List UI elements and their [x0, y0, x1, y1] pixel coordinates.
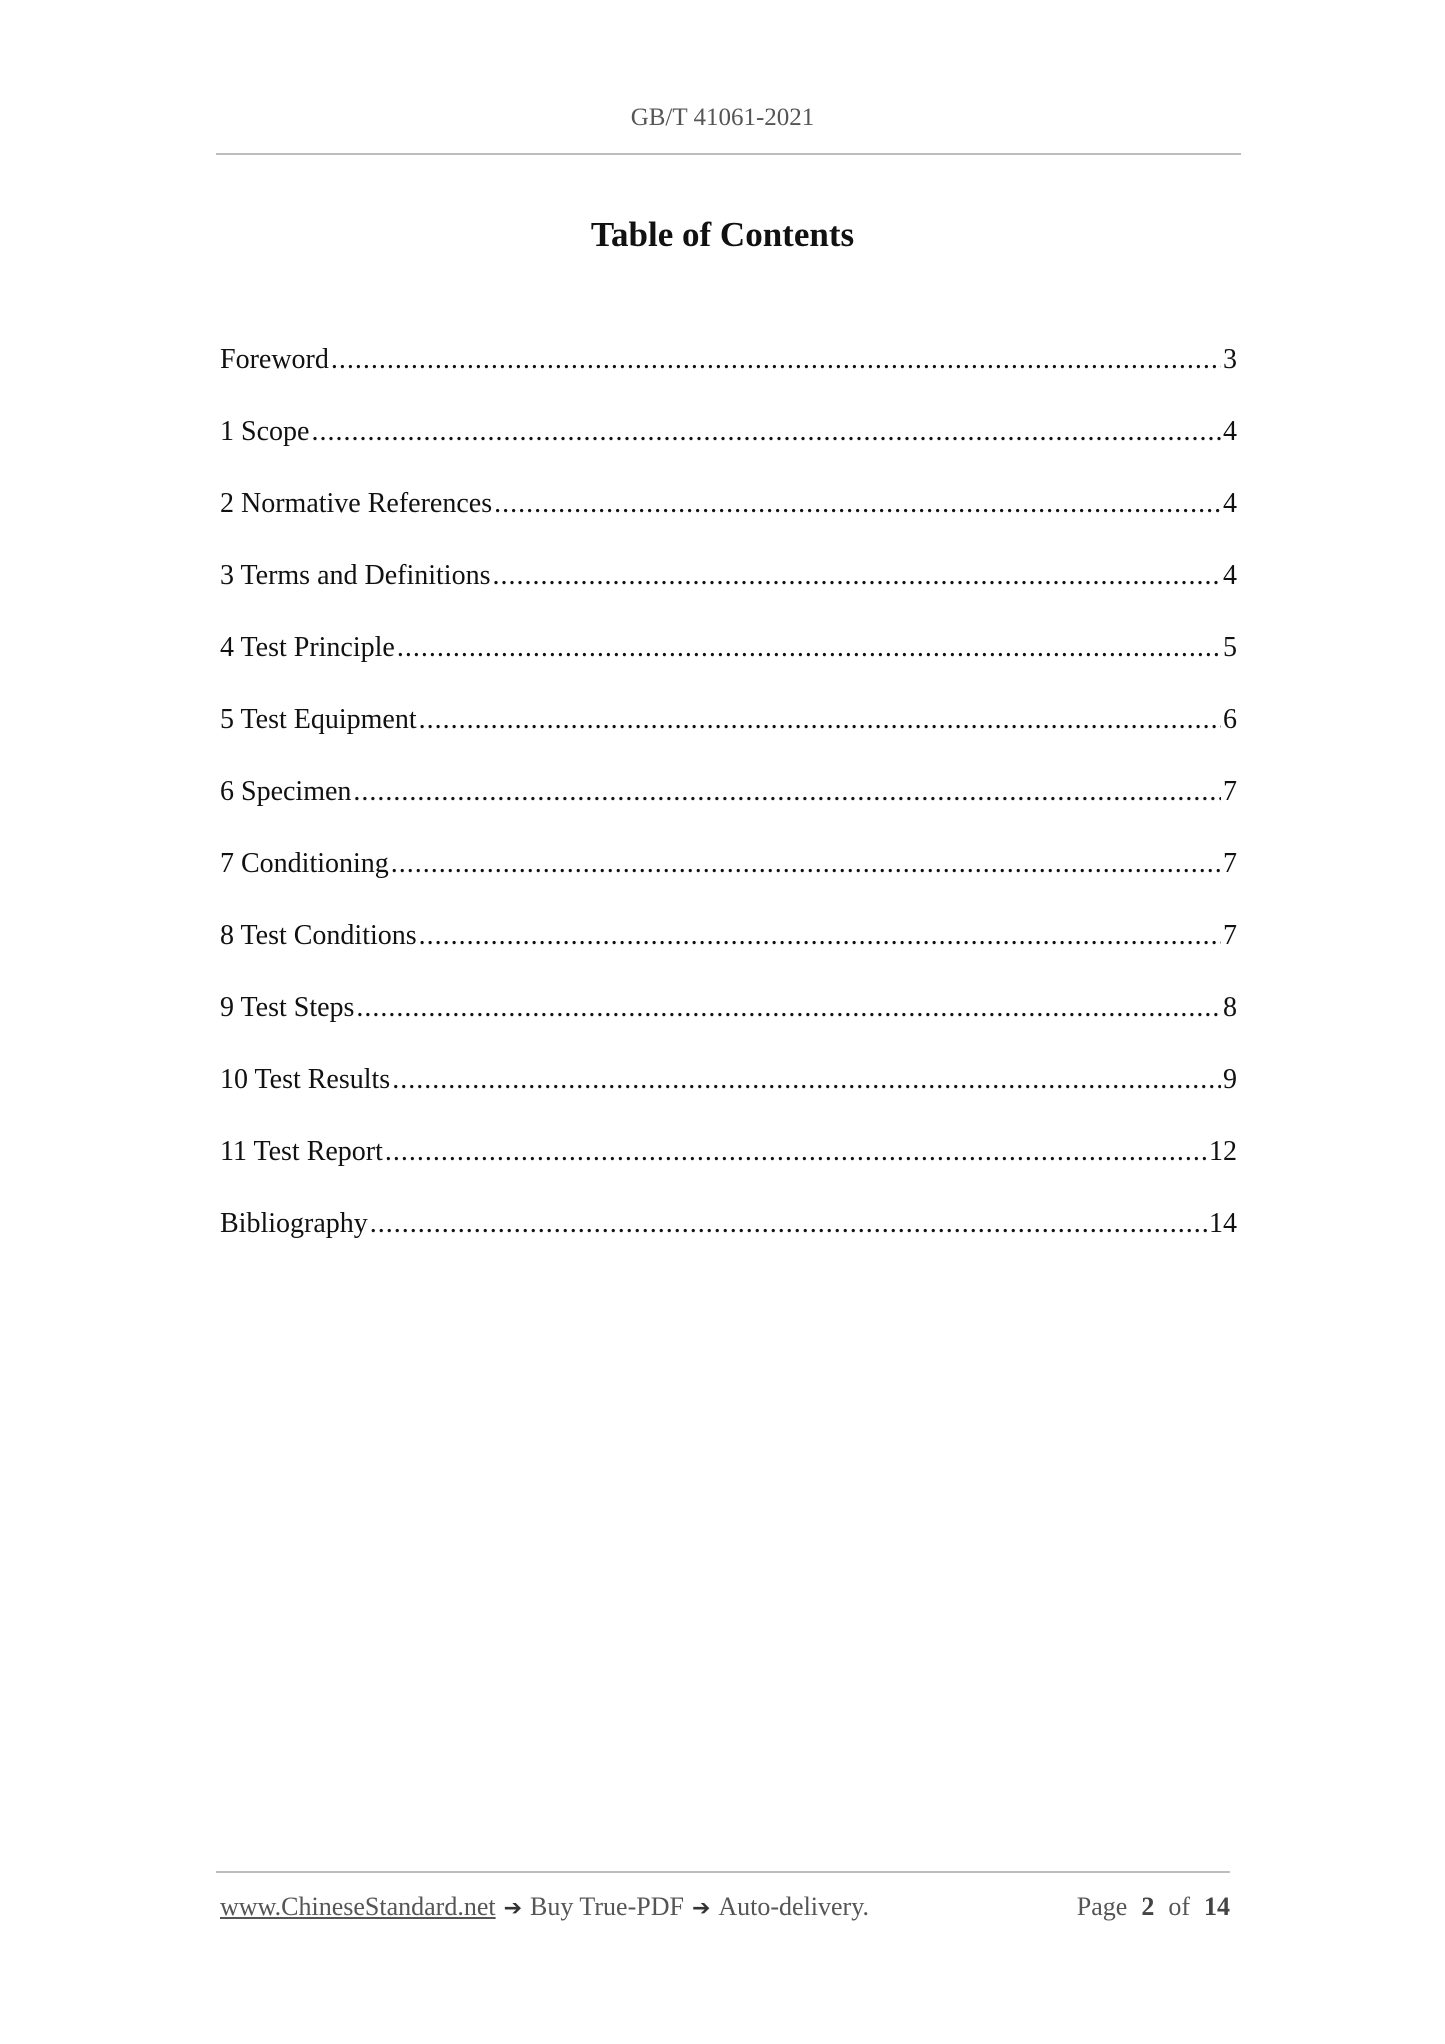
- page-counter: [1077, 1892, 1230, 1922]
- website-link[interactable]: www.ChineseStandard.net: [220, 1892, 496, 1921]
- toc-entry-normative-references[interactable]: [220, 484, 1237, 556]
- dot-leader: [492, 556, 1221, 596]
- toc-entry-label: Bibliography: [220, 1208, 368, 1239]
- toc-entry-terms-and-definitions[interactable]: [220, 556, 1237, 628]
- toc-entry-label: 4 Test Principle: [220, 632, 395, 663]
- toc-entry-foreword[interactable]: [220, 340, 1237, 412]
- toc-entry-page: 12: [1209, 1136, 1237, 1167]
- dot-leader: [311, 412, 1221, 452]
- toc-entry-page: 7: [1223, 920, 1237, 951]
- toc-entry-page: 9: [1223, 1064, 1237, 1095]
- page-label: Page: [1076, 1892, 1128, 1921]
- toc-entry-test-conditions[interactable]: [220, 916, 1237, 988]
- of-label: of: [1168, 1892, 1190, 1921]
- toc-entry-page: 4: [1223, 488, 1237, 519]
- table-of-contents: [220, 340, 1237, 1276]
- toc-entry-scope[interactable]: [220, 412, 1237, 484]
- toc-entry-page: 5: [1223, 632, 1237, 663]
- toc-entry-page: 7: [1223, 776, 1237, 807]
- toc-entry-page: 4: [1223, 416, 1237, 447]
- dot-leader: [494, 484, 1221, 524]
- buy-true-pdf-text: Buy True-PDF: [530, 1892, 684, 1921]
- toc-entry-label: Foreword: [220, 344, 329, 375]
- toc-entry-specimen[interactable]: [220, 772, 1237, 844]
- toc-entry-page: 6: [1223, 704, 1237, 735]
- dot-leader: [370, 1204, 1207, 1244]
- toc-entry-test-steps[interactable]: [220, 988, 1237, 1060]
- toc-entry-label: 11 Test Report: [220, 1136, 383, 1167]
- toc-entry-label: 9 Test Steps: [220, 992, 355, 1023]
- toc-entry-test-equipment[interactable]: [220, 700, 1237, 772]
- dot-leader: [331, 340, 1221, 380]
- toc-entry-page: 8: [1223, 992, 1237, 1023]
- dot-leader: [353, 772, 1221, 812]
- dot-leader: [356, 988, 1221, 1028]
- toc-entry-test-report[interactable]: [220, 1132, 1237, 1204]
- page-title: Table of Contents: [590, 215, 855, 254]
- toc-entry-label: 1 Scope: [220, 416, 310, 447]
- auto-delivery-text: Auto-delivery.: [718, 1892, 870, 1921]
- dot-leader: [392, 1060, 1221, 1100]
- toc-entry-conditioning[interactable]: [220, 844, 1237, 916]
- header-divider: [216, 153, 1241, 155]
- toc-entry-label: 5 Test Equipment: [220, 704, 417, 735]
- toc-entry-label: 3 Terms and Definitions: [220, 560, 491, 591]
- toc-entry-page: 14: [1209, 1208, 1237, 1239]
- footer-divider: [216, 1871, 1230, 1873]
- toc-entry-page: 4: [1223, 560, 1237, 591]
- dot-leader: [419, 700, 1221, 740]
- page-footer: [220, 1892, 1230, 1922]
- document-code: GB/T 41061-2021: [630, 104, 815, 131]
- toc-entry-bibliography[interactable]: [220, 1204, 1237, 1276]
- right-arrow-icon: ➔: [503, 1896, 523, 1921]
- toc-entry-page: 3: [1223, 344, 1237, 375]
- right-arrow-icon: ➔: [691, 1896, 711, 1921]
- toc-entry-test-principle[interactable]: [220, 628, 1237, 700]
- toc-entry-page: 7: [1223, 848, 1237, 879]
- toc-entry-label: 6 Specimen: [220, 776, 352, 807]
- dot-leader: [391, 844, 1221, 884]
- current-page-number: 2: [1141, 1892, 1155, 1921]
- dot-leader: [419, 916, 1221, 956]
- total-page-count: 14: [1204, 1892, 1230, 1921]
- toc-entry-label: 2 Normative References: [220, 488, 493, 519]
- footer-purchase-info: [220, 1892, 869, 1922]
- dot-leader: [385, 1132, 1207, 1172]
- toc-entry-label: 8 Test Conditions: [220, 920, 417, 951]
- toc-entry-label: 7 Conditioning: [220, 848, 389, 879]
- dot-leader: [397, 628, 1221, 668]
- toc-entry-test-results[interactable]: [220, 1060, 1237, 1132]
- toc-entry-label: 10 Test Results: [220, 1064, 391, 1095]
